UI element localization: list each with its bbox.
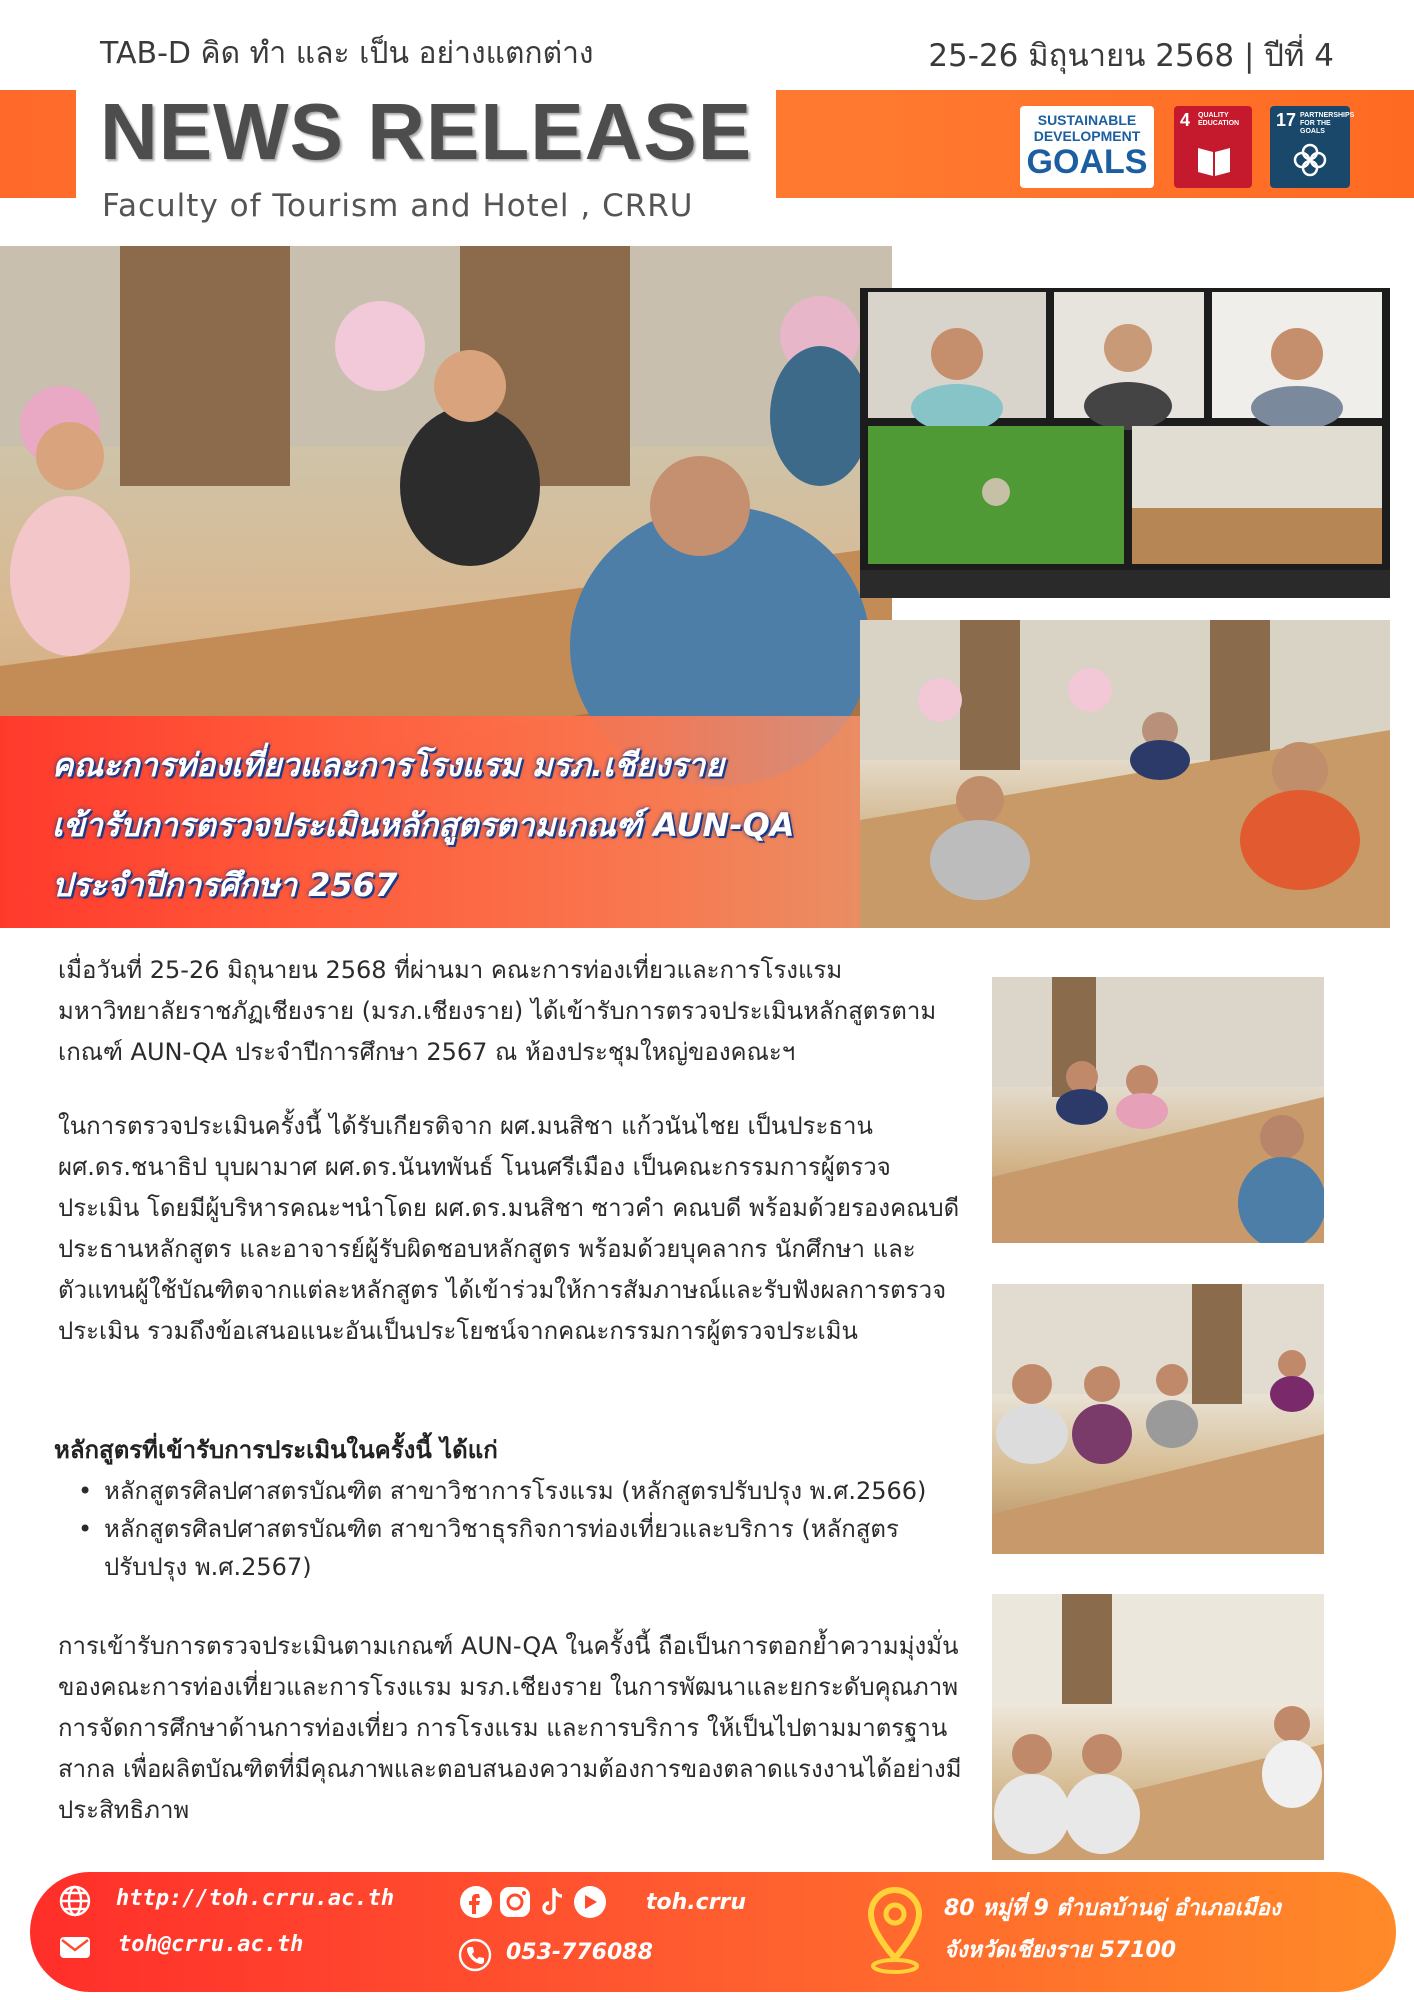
news-release-title: NEWS RELEASE — [100, 87, 753, 176]
zoom-meeting-screenshot — [860, 288, 1390, 598]
social-handle[interactable]: toh.crru — [646, 1890, 747, 1915]
facebook-icon — [460, 1886, 492, 1918]
sdg-goal-17-label: PARTNERSHIPS FOR THE GOALS — [1300, 112, 1355, 135]
issue-date: 25-26 มิถุนายน 2568 | ปีที่ 4 — [928, 38, 1334, 74]
meeting-photo-room-1 — [860, 620, 1390, 928]
social-icons — [458, 1884, 638, 1924]
sdg-line2: DEVELOPMENT — [1033, 128, 1141, 144]
sdg-goal-17-badge — [1270, 106, 1355, 188]
address-line-2: จังหวัดเชียงราย 57100 — [944, 1938, 1177, 1963]
mail-icon — [58, 1930, 92, 1964]
tiktok-icon — [544, 1888, 562, 1913]
body-paragraph-1: เมื่อวันที่ 25-26 มิถุนายน 2568 ที่ผ่านมา คณะการท่องเที่ยวและการโรงแรม มหาวิทยาลัยราชภัฏเชียงราย (มรภ.เชียงราย) ได้เข้ารับการตรวจประเมินหลักสูตรตามเกณฑ์ AUN-QA ประจำปีการศึกษา 2567 ณ ห้องประชุมใหญ่ของคณะฯ — [58, 956, 937, 1066]
meeting-photo-side-2 — [992, 1284, 1324, 1554]
location-pin-icon — [862, 1884, 928, 1976]
globe-icon — [58, 1884, 92, 1918]
list-item: • หลักสูตรศิลปศาสตรบัณฑิต สาขาวิชาธุรกิจการท่องเที่ยวและบริการ (หลักสูตรปรับปรุง พ.ศ.2567) — [74, 1510, 974, 1586]
headline-line-1: คณะการท่องเที่ยวและการโรงแรม มรภ.เชียงราย — [52, 746, 724, 784]
sdg-goal-4-label: QUALITY EDUCATION — [1198, 112, 1240, 127]
flower-icon — [1290, 140, 1330, 180]
phone-icon — [458, 1938, 492, 1972]
sdg-line1: SUSTAINABLE — [1037, 112, 1137, 128]
address-line-1: 80 หมู่ที่ 9 ตำบลบ้านดู่ อำเภอเมือง — [944, 1896, 1281, 1921]
headline-line-2: เข้ารับการตรวจประเมินหลักสูตรตามเกณฑ์ AUN-QA — [52, 806, 795, 844]
meeting-photo-side-1 — [992, 977, 1324, 1243]
instagram-icon — [500, 1887, 530, 1917]
book-icon — [1194, 140, 1234, 180]
tagline: TAB-D คิด ทำ และ เป็น อย่างแตกต่าง — [100, 36, 594, 71]
body-paragraph-2: ในการตรวจประเมินครั้งนี้ ได้รับเกียรติจาก ผศ.มนสิชา แก้วนันไชย เป็นประธาน ผศ.ดร.ชนาธิป บุบผามาศ ผศ.ดร.นันทพันธ์ โนนศรีเมือง เป็นคณะกรรมการผู้ตรวจประเมิน โดยมีผู้บริหารคณะฯนำโดย ผศ.ดร.มนสิชา ซาวคำ คณบดี พร้อมด้วยรองคณบดี ประธานหลักสูตร และอาจารย์ผู้รับผิดชอบหลักสูตร พร้อมด้วยบุคลากร นักศึกษา และตัวแทนผู้ใช้บัณฑิตจากแต่ละหลักสูตร ได้เข้าร่วมให้การสัมภาษณ์และรับฟังผลการตรวจประเมิน รวมถึงข้อเสนอแนะอันเป็นประโยชน์จากคณะกรรมการผู้ตรวจประเมิน — [58, 1112, 960, 1345]
sdg-goal-4-number: 4 — [1180, 110, 1191, 130]
phone-number[interactable]: 053-776088 — [506, 1940, 653, 1965]
courses-list — [74, 1472, 974, 1586]
sdg-goal-17-number: 17 — [1276, 110, 1297, 130]
body-paragraph-3: การเข้ารับการตรวจประเมินตามเกณฑ์ AUN-QA ในครั้งนี้ ถือเป็นการตอกย้ำความมุ่งมั่นของคณะการท่องเที่ยวและการโรงแรม มรภ.เชียงราย ในการพัฒนาและยกระดับคุณภาพการจัดการศึกษาด้านการท่องเที่ยว การโรงแรม และการบริการ ให้เป็นไปตามมาตรฐานสากล เพื่อผลิตบัณฑิตที่มีคุณภาพและตอบสนองความต้องการของตลาดแรงงานได้อย่างมีประสิทธิภาพ — [58, 1632, 962, 1824]
faculty-subtitle: Faculty of Tourism and Hotel , CRRU — [102, 188, 694, 224]
youtube-icon — [574, 1886, 606, 1918]
sdg-line3: GOALS — [1026, 143, 1148, 181]
meeting-photo-side-3 — [992, 1594, 1324, 1860]
email-link[interactable]: toh@crru.ac.th — [118, 1932, 304, 1957]
sdg-logo — [1020, 106, 1154, 188]
courses-heading: หลักสูตรที่เข้ารับการประเมินในครั้งนี้ ได้แก่ — [54, 1436, 498, 1464]
headline-line-3: ประจำปีการศึกษา 2567 — [52, 866, 398, 904]
sdg-goal-4-badge — [1174, 106, 1252, 188]
website-link[interactable]: http://toh.crru.ac.th — [116, 1886, 395, 1911]
list-item: • หลักสูตรศิลปศาสตรบัณฑิต สาขาวิชาการโรงแรม (หลักสูตรปรับปรุง พ.ศ.2566) — [74, 1472, 974, 1510]
